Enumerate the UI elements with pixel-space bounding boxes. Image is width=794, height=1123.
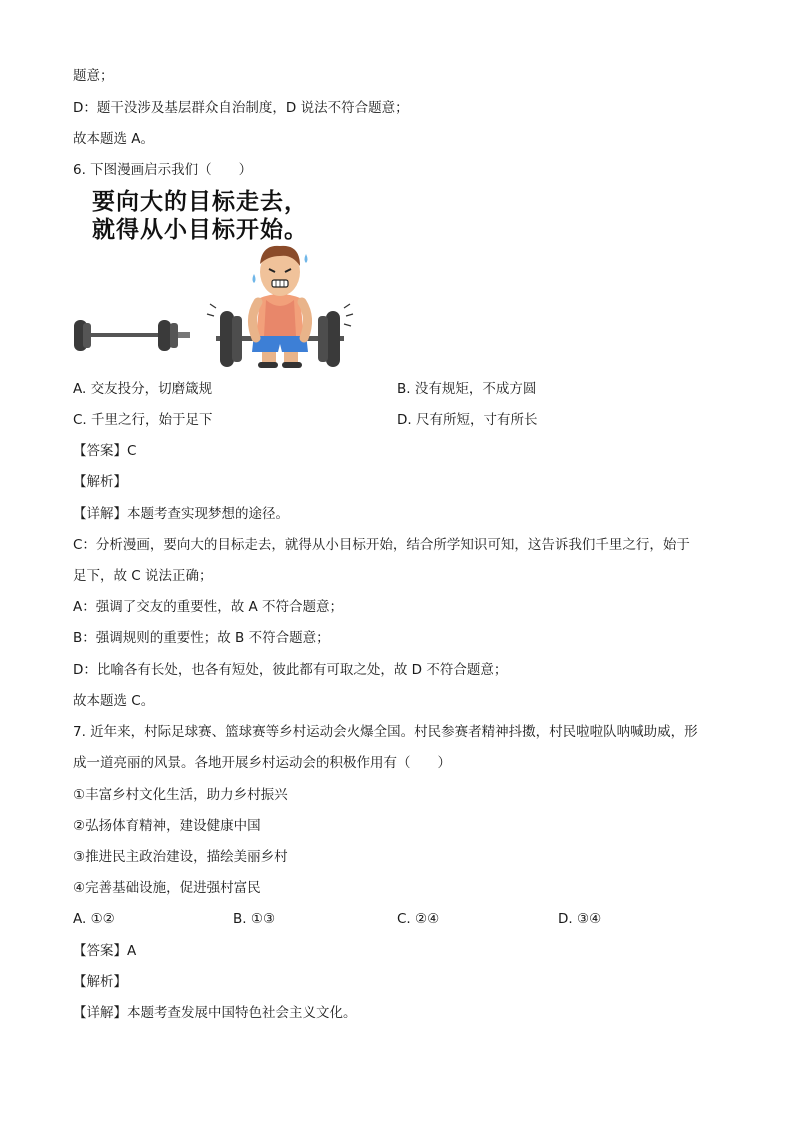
q7-option-a[interactable]: A. ①② [73,911,115,927]
q6-option-c[interactable]: C. 千里之行，始于足下 [73,412,213,428]
q6-c-explanation-line1: C：分析漫画，要向大的目标走去，就得从小目标开始，结合所学知识可知，这告诉我们千里之行，始于 [73,537,690,553]
q7-item-2: ②弘扬体育精神，建设健康中国 [73,818,261,834]
q7-option-c[interactable]: C. ②④ [397,911,440,927]
q7-item-1: ①丰富乡村文化生活，助力乡村振兴 [73,787,288,803]
q5-option-d-explanation: D：题干没涉及基层群众自治制度，D 说法不符合题意； [73,100,409,116]
q7-answer: 【答案】A [73,943,137,959]
q6-analysis-label: 【解析】 [73,474,127,490]
q6-conclusion: 故本题选 C。 [73,693,155,709]
q7-item-4: ④完善基础设施，促进强村富民 [73,880,261,896]
q6-d-explanation: D：比喻各有长处，也各有短处，彼此都有可取之处，故 D 不符合题意； [73,662,508,678]
small-barbell-icon [74,320,190,351]
q6-option-b[interactable]: B. 没有规矩，不成方圆 [397,381,537,397]
q7-option-d[interactable]: D. ③④ [558,911,602,927]
q7-stem-line2: 成一道亮丽的风景。各地开展乡村运动会的积极作用有（ ） [73,755,451,771]
q6-option-d[interactable]: D. 尺有所短，寸有所长 [397,412,538,428]
cartoon-caption-line2: 就得从小目标开始。 [92,216,308,243]
weightlifter-illustration [70,186,360,372]
q6-answer: 【答案】C [73,443,137,459]
q7-item-3: ③推进民主政治建设，描绘美丽乡村 [73,849,288,865]
q5-conclusion: 故本题选 A。 [73,131,155,147]
q6-c-explanation-line2: 足下，故 C 说法正确； [73,568,213,584]
weightlifting-cartoon [70,186,360,372]
q6-a-explanation: A：强调了交友的重要性，故 A 不符合题意； [73,599,344,615]
q6-detail: 【详解】本题考查实现梦想的途径。 [73,506,289,522]
text-line: 题意； [73,68,114,84]
q6-option-a[interactable]: A. 交友投分，切磨箴规 [73,381,213,397]
q6-b-explanation: B：强调规则的重要性；故 B 不符合题意； [73,630,330,646]
cartoon-caption-line1: 要向大的目标走去， [92,188,308,215]
q6-stem: 6. 下图漫画启示我们（ ） [73,162,253,178]
q7-option-b[interactable]: B. ①③ [233,911,276,927]
q7-analysis-label: 【解析】 [73,974,127,990]
q7-stem-line1: 7. 近年来，村际足球赛、篮球赛等乡村运动会火爆全国。村民参赛者精神抖擞，村民啦啦队呐喊助威，形 [73,724,698,740]
q7-detail: 【详解】本题考查发展中国特色社会主义文化。 [73,1005,357,1021]
